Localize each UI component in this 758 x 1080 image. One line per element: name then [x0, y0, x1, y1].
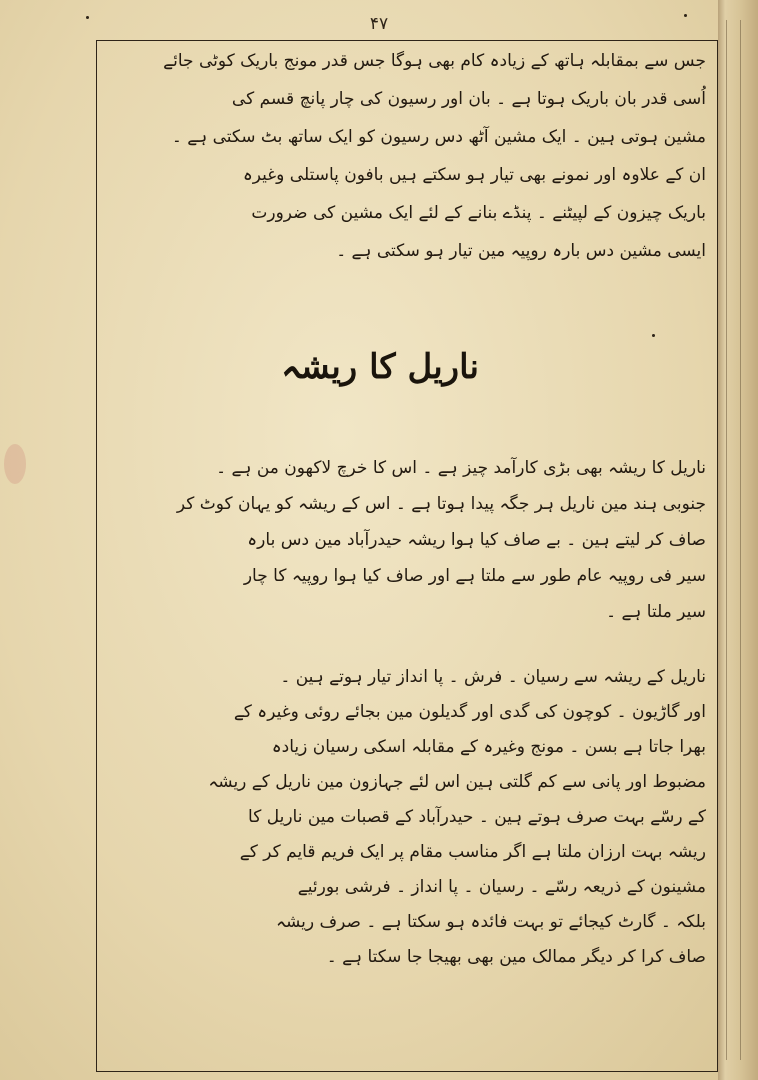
- text-line: ایسی مشین دس بارہ روپیہ مین تیار ہو سکتی ہے ۔: [336, 241, 706, 261]
- paragraph-coir-production: [98, 450, 706, 630]
- gutter-line: [740, 20, 741, 1060]
- text-line: اور گاڑیون ۔ کوچون کی گدی اور گدیلون مین بجائے روئی وغیرہ کے: [233, 702, 706, 722]
- paragraph-coir-uses: [98, 660, 706, 975]
- text-line: صاف کر لیتے ہین ۔ بے صاف کیا ہوا ریشہ حیدرآباد مین دس بارہ: [247, 530, 706, 550]
- paragraph-mill-machines: [98, 42, 706, 270]
- text-line: سیر فی روپیہ عام طور سے ملتا ہے اور صاف کیا ہوا روپیہ کا چار: [243, 566, 706, 586]
- text-line: ناریل کے ریشہ سے رسیان ۔ فرش ۔ پا انداز تیار ہوتے ہین ۔: [280, 667, 706, 687]
- text-line: جس سے بمقابلہ ہاتھ کے زیادہ کام بھی ہوگا جس قدر مونج باریک کوٹی جائے: [163, 51, 706, 71]
- text-line: بلکہ ۔ گارٹ کیجائے تو بہت فائدہ ہو سکتا ہے ۔ صرف ریشہ: [276, 912, 706, 932]
- text-line: صاف کرا کر دیگر ممالک مین بھی بھیجا جا سکتا ہے ۔: [326, 947, 706, 967]
- paper-stain: [4, 444, 26, 484]
- text-line: سیر ملتا ہے ۔: [606, 602, 706, 622]
- text-line: ریشہ بہت ارزان ملتا ہے اگر مناسب مقام پر ایک فریم قایم کر کے: [239, 842, 706, 862]
- text-line: اُسی قدر بان باریک ہوتا ہے ۔ بان اور رسیون کی چار پانچ قسم کی: [231, 89, 706, 109]
- book-gutter: [718, 0, 758, 1080]
- text-line: باریک چیزون کے لپیٹنے ۔ پنڈے بنانے کے لئے ایک مشین کی ضرورت: [251, 203, 706, 223]
- text-line: بھرا جاتا ہے بسن ۔ مونج وغیرہ کے مقابلہ اسکی رسیان زیادہ: [271, 737, 706, 757]
- text-line: ناریل کا ریشہ بھی بڑی کارآمد چیز ہے ۔ اس کا خرچ لاکھون من ہے ۔: [216, 458, 706, 478]
- page-number: ۴۷: [369, 14, 389, 34]
- text-line: مشین ہوتی ہین ۔ ایک مشین آٹھ دس رسیون کو ایک ساتھ بٹ سکتی ہے ۔: [171, 127, 706, 147]
- text-line: کے رسّے بہت صرف ہوتے ہین ۔ حیدرآباد کے قصبات مین ناریل کا: [248, 807, 706, 827]
- text-line: جنوبی ہند مین ناریل ہر جگہ پیدا ہوتا ہے ۔ اس کے ریشہ کو یہان کوٹ کر: [176, 494, 706, 514]
- section-heading: ناریل کا ریشہ: [281, 347, 479, 387]
- text-line: ان کے علاوہ اور نمونے بھی تیار ہو سکتے ہیں بافون پاستلی وغیرہ: [242, 165, 706, 185]
- text-line: مشینون کے ذریعہ رسّے ۔ رسیان ۔ پا انداز ۔ فرشی بورئیے: [297, 877, 706, 897]
- gutter-line: [726, 20, 727, 1060]
- text-line: مضبوط اور پانی سے کم گلتی ہین اس لئے جہازون مین ناریل کے ریشہ: [208, 772, 706, 792]
